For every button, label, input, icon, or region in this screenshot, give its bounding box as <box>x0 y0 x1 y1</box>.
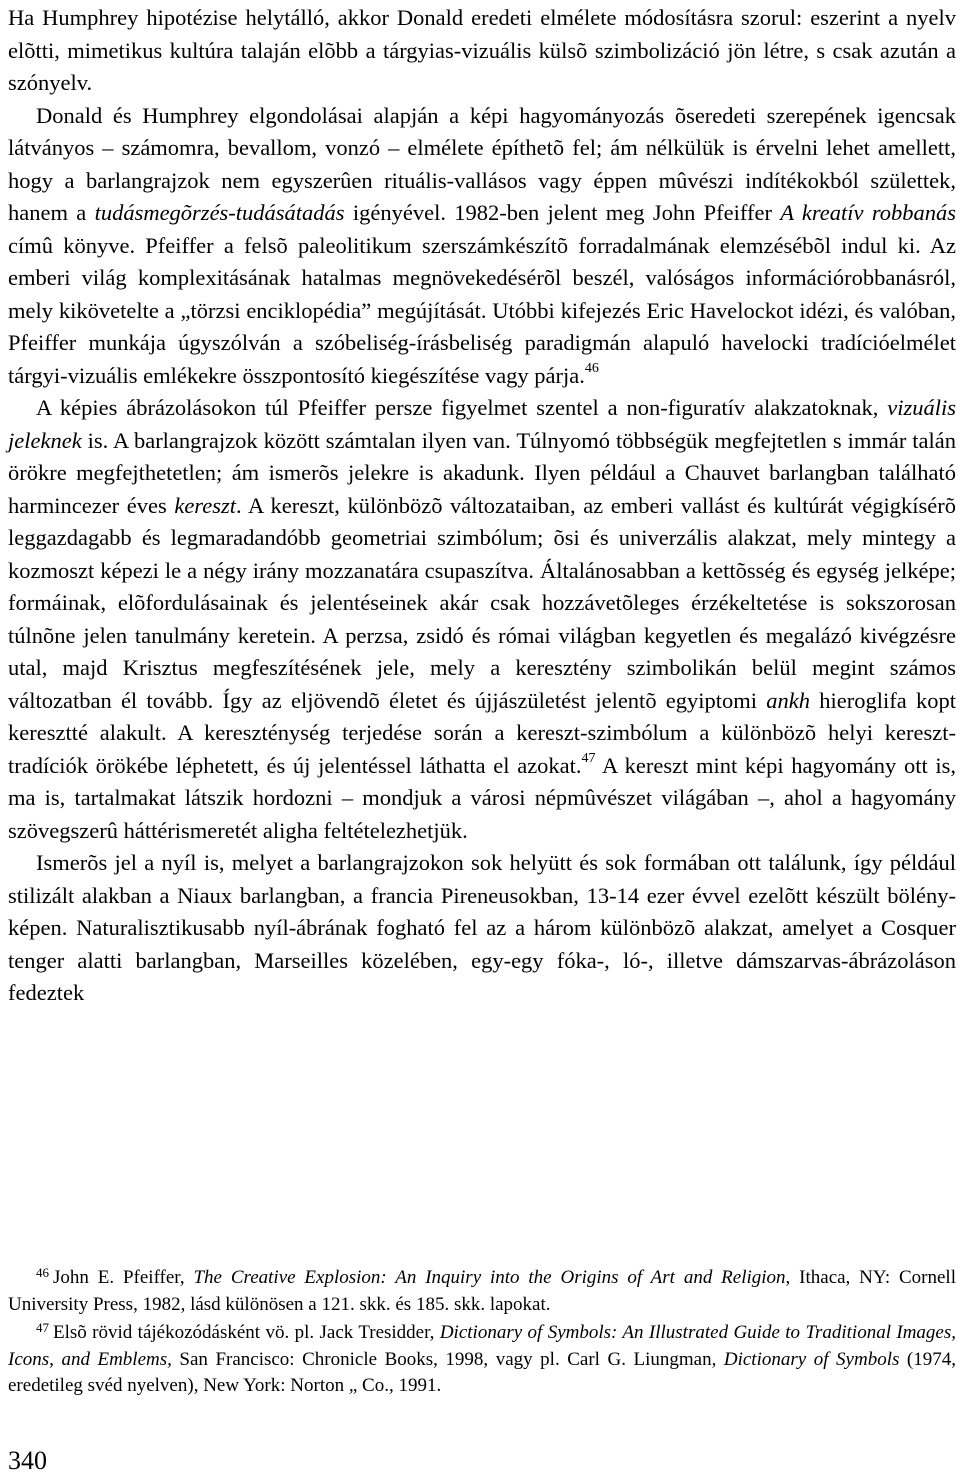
text-segment: A kereszt mint képi hagyomány ott is, ma is, tartalmakat látszik hordozni – mondjuk a városi népmûvészet világában –, ahol a hagyomány szövegszerû háttérismeretét aligha feltételezhetjük. <box>8 752 956 843</box>
paragraph-1 <box>8 2 956 100</box>
italic-text: A kreatív robbanás <box>780 200 956 225</box>
body-text <box>8 2 956 1010</box>
text-segment: . A kereszt, különbözõ változataiban, az emberi vallást és kultúrát végigkísérõ leggazdagabb és legmaradandóbb geometriai szimbólum; õsi és univerzális alakzat, mely mintegy a kozmoszt képezi le a négy irány mozzanatára csupaszítva. Általánosabban a kettõsség és egység jelképe; formáinak, elõfordulásainak és jelentéseinek akár csak hozzávetõleges érzékeltetése is sokszorosan túlnõne jelen tanulmány keretein. A perzsa, zsidó és római világban kegyetlen és megalázó kivégzésre utal, majd Krisztus megfeszítésének jele, mely a keresztény szimbolikán belül megint számos változatban él tovább. Így az eljövendõ életet és újjászületést jelentõ egyiptomi <box>8 492 956 713</box>
footnote-number: 47 <box>36 1320 49 1335</box>
text-segment: Ha Humphrey hipotézise helytálló, akkor Donald eredeti elmélete módosításra szorul: eszerint a nyelv elõtti, mimetikus kultúra talaján elõbb a tárgyias-vizuális külsõ szimbolizáció jön létre, s csak azután a szónyelv. <box>8 5 956 95</box>
footnote-47 <box>8 1320 956 1399</box>
text-segment: A képies ábrázolásokon túl Pfeiffer persze figyelmet szentel a non-figuratív alakzatoknak, <box>36 395 888 420</box>
text-segment: John E. Pfeiffer, <box>53 1267 194 1288</box>
italic-text: ankh <box>766 687 811 713</box>
footnote-ref-47: 47 <box>581 751 596 766</box>
paragraph-3 <box>8 392 956 847</box>
text-segment: (1974, eredetileg svéd nyelven), New York: Norton „ Co., 1991. <box>8 1349 956 1396</box>
text-segment: San Francisco: Chronicle Books, 1998, vagy pl. Carl G. Liungman, <box>171 1349 724 1370</box>
italic-text: Dictionary of Symbols: An Illustrated Guide to Traditional Images, Icons, and Emblems, <box>8 1322 956 1370</box>
text-segment: Elsõ rövid tájékozódásként vö. pl. Jack Tresidder, <box>53 1322 440 1343</box>
page-number: 340 <box>8 1446 47 1475</box>
italic-text: kereszt <box>174 492 236 518</box>
footnote-number: 46 <box>36 1265 49 1280</box>
italic-text: Dictionary of Symbols <box>723 1349 900 1370</box>
footnote-46 <box>8 1265 956 1318</box>
text-segment: címû könyve. Pfeiffer a felsõ paleolitikum szerszámkészítõ forradalmának elemzésébõl indul ki. Az emberi világ komplexitásának hatalmas megnövekedésérõl beszél, valóságos információrobbanásról, mely kikövetelte a „törzsi enciklopédia” megújítását. Utóbbi kifejezés Eric Havelockot idézi, és valóban, Pfeiffer munkája úgyszólván a szóbeliség-írásbeliség paradigmán alapuló havelocki tradícióelmélet tárgyi-vizuális emlékekre összpontosító kiegészítése vagy párja. <box>8 232 956 388</box>
italic-text: The Creative Explosion: An Inquiry into the Origins of Art and Religion <box>193 1267 786 1288</box>
italic-text: tudásmegõrzés-tudásátadás <box>94 200 345 225</box>
footnote-ref-46: 46 <box>584 361 599 376</box>
text-segment: is. A barlangrajzok között számtalan ilyen van. Túlnyomó többségük megfejtetlen s immár talán örökre megfejthetetlen; ám ismerõs jelekre is akadunk. Ilyen például a Chauvet barlangban található harmincezer éves <box>8 427 956 518</box>
text-segment: hieroglifa kopt keresztté alakult. A kereszténység terjedése során a kereszt-szimbólum a különbözõ helyi kereszt-tradíciók örökébe léphetett, és új jelentéssel láthatta el azokat. <box>8 687 956 778</box>
text-segment: Donald és Humphrey elgondolásai alapján a képi hagyományozás õseredeti szerepének igencsak látványos – számomra, bevallom, vonzó – elmélete építhetõ fel; ám nélkülük is érvelni lehet amellett, hogy a barlangrajzok nem egyszerûen rituális-vallásos vagy éppen mûvészi indítékokból születtek, hanem a <box>8 102 956 225</box>
text-segment: Ismerõs jel a nyíl is, melyet a barlangrajzokon sok helyütt és sok formában ott találunk, így például stilizált alakban a Niaux barlangban, a francia Pireneusokban, 13-14 ezer évvel ezelõtt készült bölény-képen. Naturalisztikusabb nyíl-ábrának fogható fel az a három különbözõ alakzat, amelyet a Cosquer tenger alatti barlangban, Marseilles közelében, egy-egy fóka-, ló-, illetve dámszarvas-ábrázoláson fedeztek <box>8 850 956 1005</box>
text-segment: igényével. 1982-ben jelent meg John Pfeiffer <box>344 200 781 225</box>
italic-text: vizuális jeleknek <box>8 395 956 453</box>
text-segment: , Ithaca, NY: Cornell University Press, 1982, lásd különösen a 121. skk. és 185. skk. lapokat. <box>8 1267 956 1315</box>
footnotes <box>8 1265 956 1401</box>
paragraph-4 <box>8 847 956 1010</box>
paragraph-2 <box>8 100 956 393</box>
